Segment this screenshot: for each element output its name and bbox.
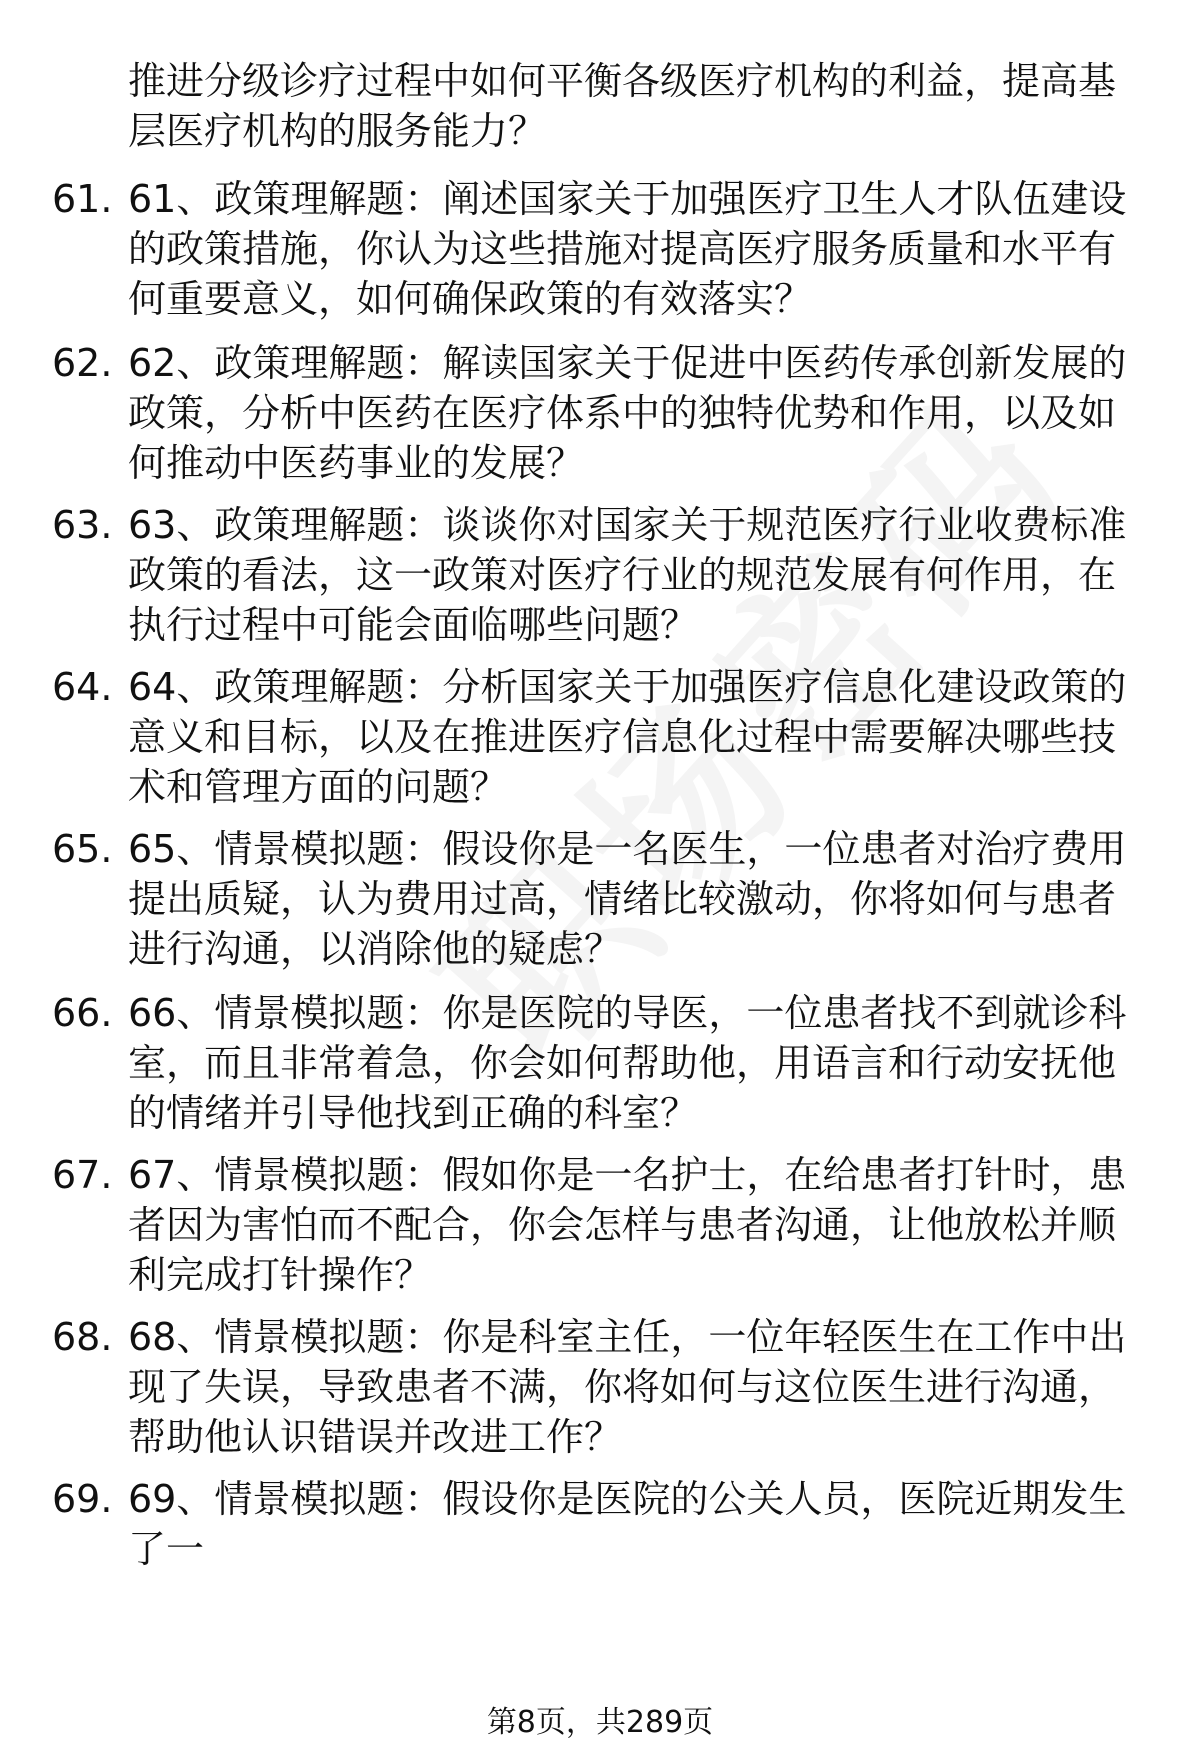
continuation-paragraph: 推进分级诊疗过程中如何平衡各级医疗机构的利益，提高基层医疗机构的服务能力？ <box>128 59 1117 153</box>
question-text: 62、政策理解题：解读国家关于促进中医药传承创新发展的政策，分析中医药在医疗体系中的独特优势和作用，以及如何推动中医药事业的发展？ <box>128 341 1127 485</box>
question-number: 66. <box>52 991 113 1035</box>
question-number: 61. <box>52 177 113 221</box>
question-number: 65. <box>52 827 113 871</box>
question-text: 67、情景模拟题：假如你是一名护士，在给患者打针时，患者因为害怕而不配合，你会怎样与患者沟通，让他放松并顺利完成打针操作？ <box>128 1153 1127 1297</box>
question-number: 62. <box>52 341 113 385</box>
question-number: 67. <box>52 1153 113 1197</box>
page-footer: 第8页，共289页 <box>486 1705 714 1740</box>
question-number: 64. <box>52 665 113 709</box>
question-text: 61、政策理解题：阐述国家关于加强医疗卫生人才队伍建设的政策措施，你认为这些措施对提高医疗服务质量和水平有何重要意义，如何确保政策的有效落实？ <box>128 177 1127 321</box>
question-text: 64、政策理解题：分析国家关于加强医疗信息化建设政策的意义和目标，以及在推进医疗信息化过程中需要解决哪些技术和管理方面的问题？ <box>128 665 1127 809</box>
question-text: 68、情景模拟题：你是科室主任，一位年轻医生在工作中出现了失误，导致患者不满，你将如何与这位医生进行沟通，帮助他认识错误并改进工作？ <box>128 1315 1127 1459</box>
question-text: 63、政策理解题：谈谈你对国家关于规范医疗行业收费标准政策的看法，这一政策对医疗行业的规范发展有何作用，在执行过程中可能会面临哪些问题？ <box>128 503 1127 647</box>
question-text: 65、情景模拟题：假设你是一名医生，一位患者对治疗费用提出质疑，认为费用过高，情绪比较激动，你将如何与患者进行沟通，以消除他的疑虑？ <box>128 827 1127 971</box>
question-text: 69、情景模拟题：假设你是医院的公关人员，医院近期发生了一 <box>128 1477 1127 1571</box>
question-number: 68. <box>52 1315 113 1359</box>
question-text: 66、情景模拟题：你是医院的导医，一位患者找不到就诊科室，而且非常着急，你会如何帮助他，用语言和行动安抚他的情绪并引导他找到正确的科室？ <box>128 991 1127 1135</box>
question-number: 69. <box>52 1477 113 1521</box>
question-number: 63. <box>52 503 113 547</box>
